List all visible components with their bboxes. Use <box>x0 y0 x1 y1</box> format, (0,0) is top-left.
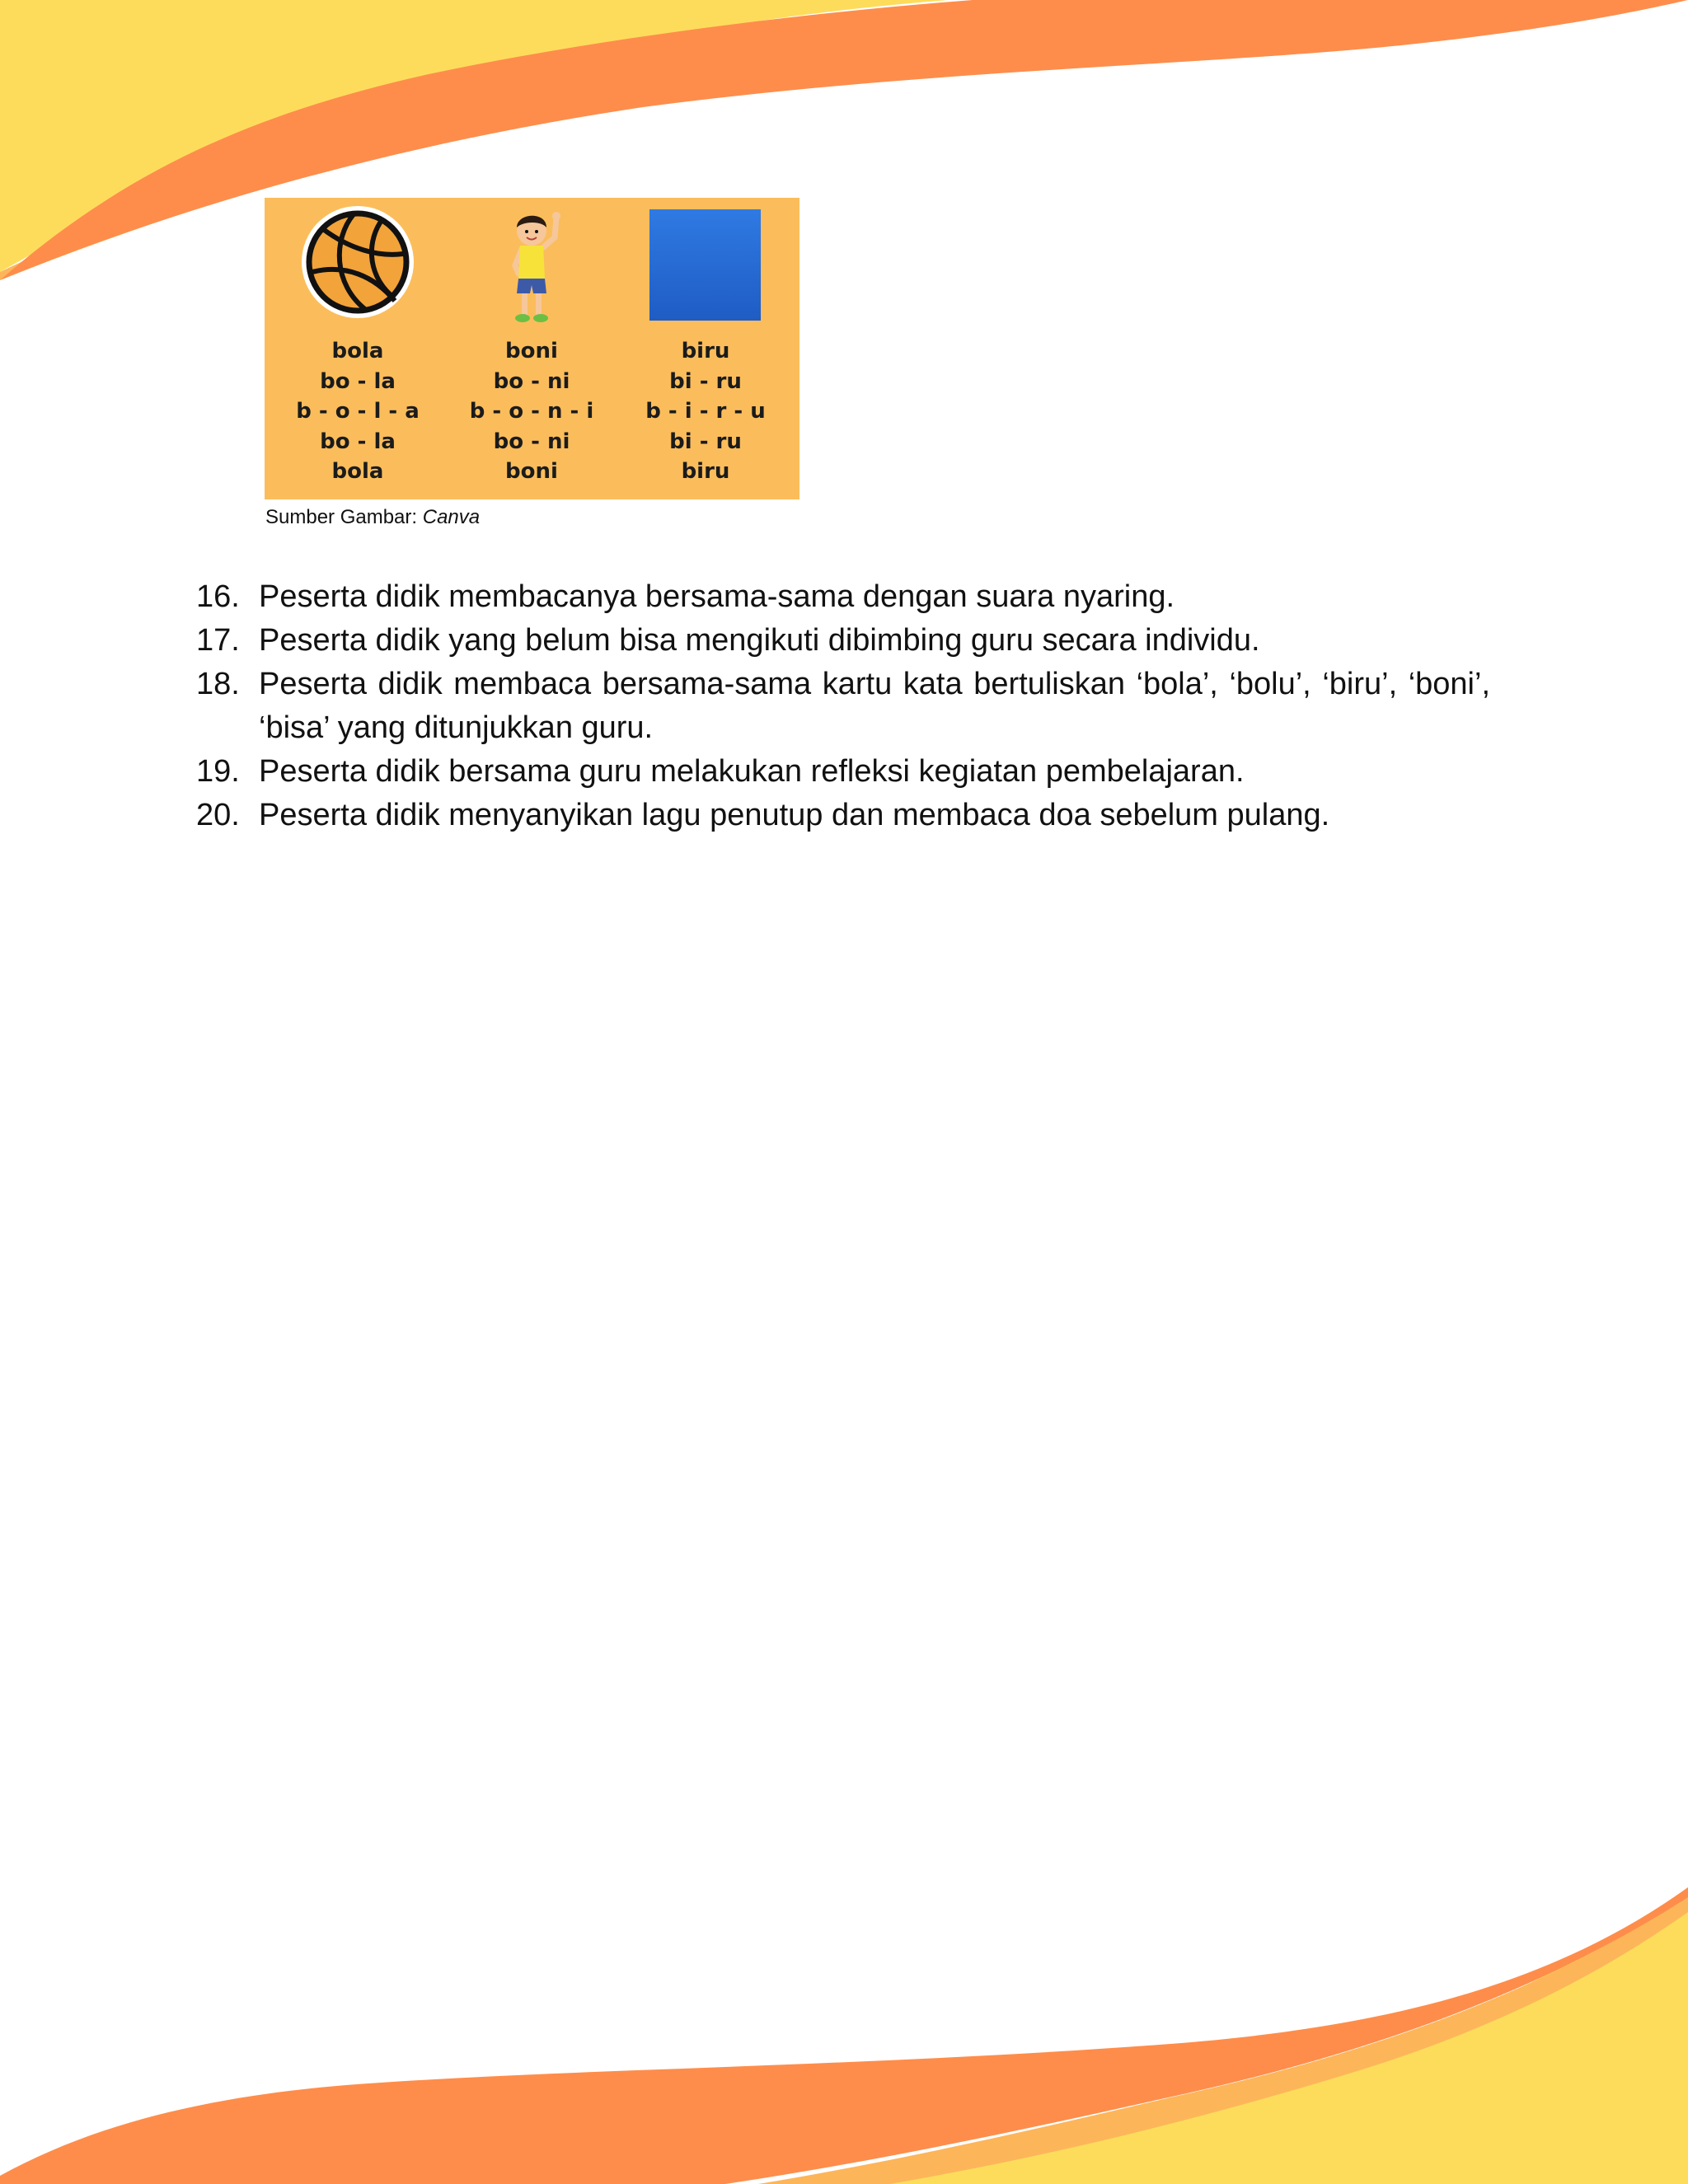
word-line: biru <box>681 339 730 363</box>
list-text: Peserta didik membacanya bersama-sama dengan suara nyaring. <box>259 579 1175 614</box>
list-item <box>196 663 1490 750</box>
list-item <box>196 794 1490 837</box>
word-breakdown-boni <box>449 336 614 487</box>
figure-column-boni <box>449 198 614 499</box>
word-line: bola <box>331 339 384 363</box>
caption-source: Canva <box>422 506 481 528</box>
word-breakdown-biru <box>623 336 788 487</box>
word-line: boni <box>505 459 558 484</box>
word-line: bo - ni <box>493 429 570 454</box>
list-number: 19. <box>196 754 240 789</box>
word-line: b - i - r - u <box>645 399 766 424</box>
boy-icon <box>449 206 614 330</box>
list-item <box>196 575 1490 619</box>
list-item <box>196 619 1490 663</box>
top-wave-decoration <box>0 0 1688 280</box>
blue-square-icon <box>623 206 788 330</box>
word-line: b - o - n - i <box>469 399 594 424</box>
basketball-icon <box>275 206 440 330</box>
word-line: biru <box>681 459 730 484</box>
word-line: bi - ru <box>669 429 742 454</box>
list-number: 18. <box>196 667 240 701</box>
list-text: Peserta didik membaca bersama-sama kartu kata bertuliskan ‘bola’, ‘bolu’, ‘biru’, ‘boni’, ‘bisa’ yang ditunjukkan guru. <box>259 667 1490 745</box>
list-text: Peserta didik yang belum bisa mengikuti dibimbing guru secara individu. <box>259 623 1260 658</box>
figure-column-biru <box>623 198 788 499</box>
list-number: 17. <box>196 623 240 658</box>
list-item <box>196 750 1490 794</box>
word-line: boni <box>505 339 558 363</box>
figure-column-bola <box>275 198 440 499</box>
activity-steps-list <box>196 575 1490 837</box>
word-line: bo - la <box>320 368 396 394</box>
list-text: Peserta didik menyanyikan lagu penutup dan membaca doa sebelum pulang. <box>259 798 1330 832</box>
word-line: bo - ni <box>493 368 570 394</box>
word-line: b - o - l - a <box>296 399 420 424</box>
word-line: bi - ru <box>669 368 742 394</box>
caption-label: Sumber Gambar: <box>265 506 423 528</box>
bottom-wave-decoration <box>0 1887 1688 2184</box>
figure-caption <box>265 506 480 529</box>
list-number: 16. <box>196 579 240 614</box>
word-line: bola <box>331 459 384 484</box>
word-line: bo - la <box>320 429 396 454</box>
word-breakdown-bola <box>275 336 440 487</box>
list-number: 20. <box>196 798 240 832</box>
list-text: Peserta didik bersama guru melakukan refleksi kegiatan pembelajaran. <box>259 754 1245 789</box>
syllable-figure <box>265 198 799 499</box>
